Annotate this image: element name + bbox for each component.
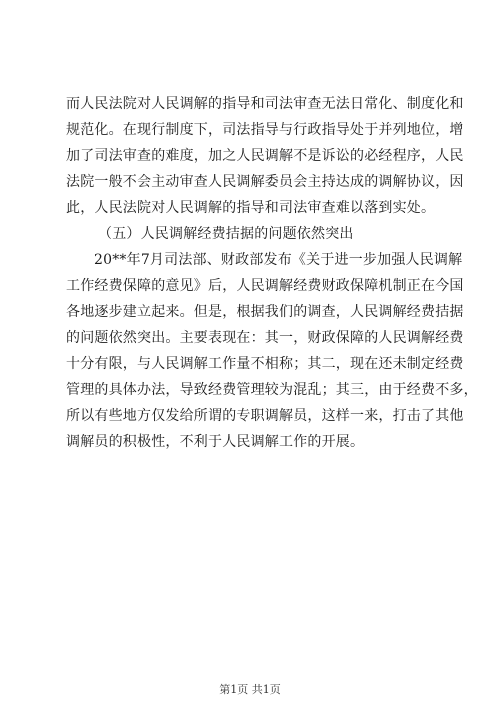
paragraph-1-line-2: 规范化。在现行制度下，司法指导与行政指导处于并列地位，增: [66, 122, 464, 138]
paragraph-1-line-1: 而人民法院对人民调解的指导和司法审查无法日常化、制度化和: [66, 96, 464, 112]
paragraph-2-line-4: 的问题依然突出。主要表现在：其一，财政保障的人民调解经费: [66, 330, 464, 346]
paragraph-1-line-5: 此，人民法院对人民调解的指导和司法审查难以落到实处。: [66, 200, 436, 216]
paragraph-2-line-2: 工作经费保障的意见》后，人民调解经费财政保障机制正在今国: [66, 278, 464, 294]
paragraph-1-line-3: 加了司法审查的难度，加之人民调解不是诉讼的必经程序，人民: [66, 148, 464, 164]
paragraph-2-line-1: 20**年7月司法部、财政部发布《关于进一步加强人民调解: [94, 252, 463, 268]
section-heading: （五）人民调解经费拮据的问题依然突出: [98, 226, 354, 242]
paragraph-2-line-8: 调解员的积极性，不利于人民调解工作的开展。: [66, 434, 365, 450]
page-footer: 第1页 共1页: [219, 683, 281, 696]
paragraph-2-line-3: 各地逐步建立起来。但是，根据我们的调查，人民调解经费拮据: [66, 304, 464, 320]
paragraph-2-line-6: 管理的具体办法，导致经费管理较为混乱；其三，由于经费不多，: [66, 382, 478, 398]
paragraph-2-line-7: 所以有些地方仅发给所谓的专职调解员，这样一来，打击了其他: [66, 408, 464, 424]
paragraph-2-line-5: 十分有限，与人民调解工作量不相称；其二，现在还未制定经费: [66, 356, 464, 372]
paragraph-1-line-4: 法院一般不会主动审查人民调解委员会主持达成的调解协议，因: [66, 174, 464, 190]
